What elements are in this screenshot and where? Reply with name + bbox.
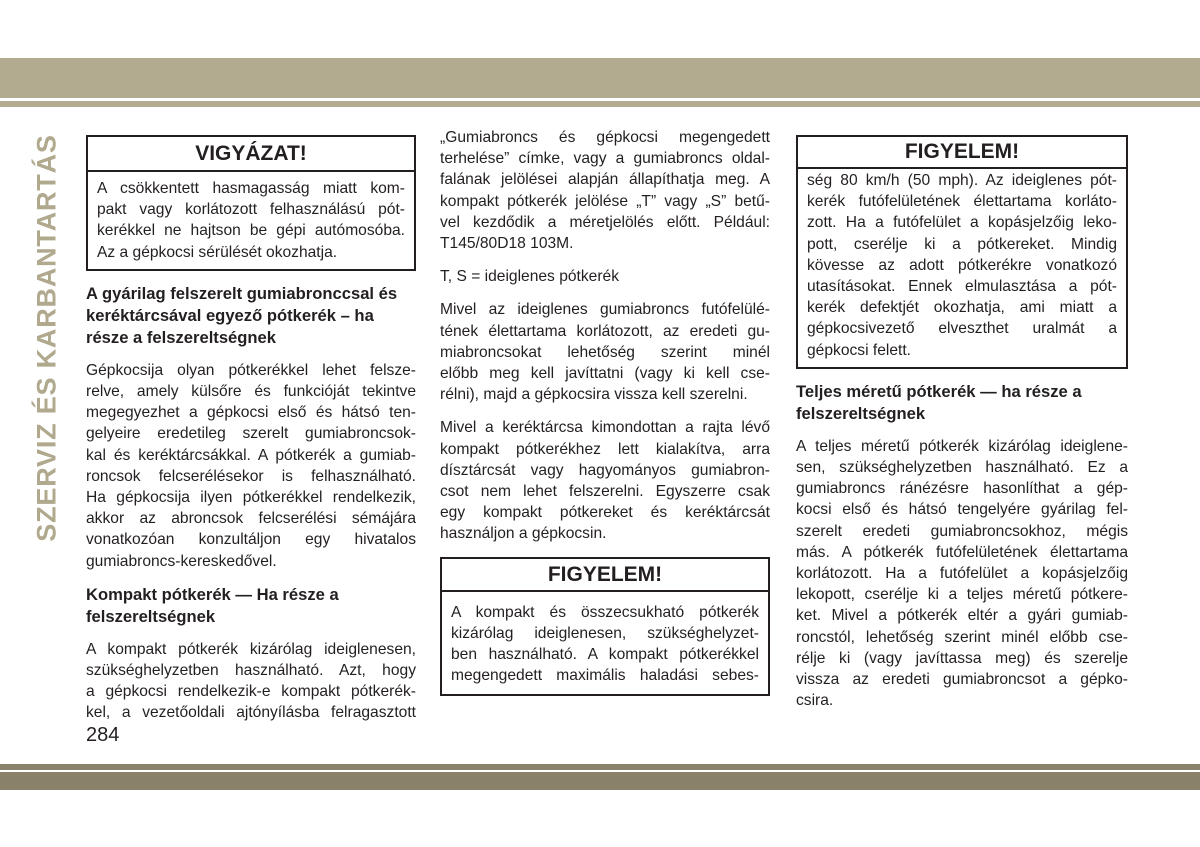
- paragraph-matching-spare: Gépkocsija olyan pótkerékkel lehet felsze- relve, amely külsőre és funkcióját tekintve megegyezhet a gépkocsi első és hátsó ten- gelyeire eredetileg szerelt gumiabroncsok- kal és keréktárcsákkal. A pótkerék a gumiab- roncsok felcserélésekor is felhasználható. Ha gépkocsija ilyen pótkerékkel rendelkezik, akkor az abroncsok felcserélési sémájára vonatkozóan konzultáljon egy hivatalos gumiabroncs-kereskedővel.: [86, 361, 416, 570]
- footer-rule: [0, 764, 1200, 770]
- section-side-title: SZERVIZ ÉS KARBANTARTÁS: [31, 134, 62, 542]
- paragraph-temporary-code: T, S = ideiglenes pótkerék: [440, 268, 620, 286]
- warning-body-right: [798, 169, 1126, 367]
- warning-text-right: ség 80 km/h (50 mph). Az ideiglenes pót- kerék futófelületének élettartama korláto- zott. Ha a futófelület a kopásjelzőig leko- pott, cserélje ki a pótkereket. Mindig kövesse az adott pótkerékre vonatkozó utasításokat. Ennek elmulasztása a pót- kerék defektjét okozhatja, ami miatt a gépkocsivezető elveszthet uralmát a gépkocsi felett.: [807, 172, 1117, 359]
- caution-box: [86, 135, 416, 271]
- heading-matching-spare: A gyárilag felszerelt gumiabronccsal és keréktárcsával egyező pótkerék – ha része a felszereltségnek: [86, 283, 398, 347]
- caution-body: [88, 172, 414, 269]
- warning-title-right: FIGYELEM!: [798, 137, 1126, 169]
- column-middle: [440, 127, 770, 696]
- heading-compact-spare: Kompakt pótkerék — Ha része a felszereltségnek: [86, 584, 339, 626]
- column-left: [86, 127, 416, 724]
- warning-title-middle: FIGYELEM!: [442, 559, 768, 592]
- paragraph-compact-spare: A kompakt pótkerék kizárólag ideiglenesen, szükséghelyzetben használható. Azt, hogy a gépkocsi rendelkezik-e kompakt pótkerék- kel, a vezetőoldali ajtónyílásba felragasztott: [86, 640, 416, 722]
- warning-box-right: [796, 135, 1128, 369]
- column-right: [796, 127, 1128, 711]
- warning-box-middle: [440, 557, 770, 697]
- header-band: [0, 58, 1200, 98]
- header-rule: [0, 101, 1200, 107]
- paragraph-tire-label: „Gumiabroncs és gépkocsi megengedett terhelése” címke, vagy a gumiabroncs oldal- falának jelölései alapján állapíthatja meg. A kompakt pótkerék jelölése „T” vagy „S” betű- vel kezdődik a méretjelölés előtt. Például: T145/80D18 103M.: [440, 129, 770, 253]
- paragraph-full-size-spare: A teljes méretű pótkerék kizárólag ideiglene- sen, szükséghelyzetben használható. Ez a gumiabroncs ránézésre hasonlíthat a gép- kocsi első és hátsó tengelyére gyárilag fel- szerelt eredeti gumiabroncsokhoz, mégis más. A pótkerék futófelületének élettartama korlátozott. Ha a futófelület a kopásjelzőig lekopott, cserélje ki a teljes méretű pótkere- ket. Mivel a pótkerék eltér a gyári gumiab- roncstól, lehetőség szerint minél előbb cse- rélje ki (vagy javíttassa meg) és szerelje vissza az eredeti gumiabroncsot a gépko- csira.: [796, 437, 1128, 710]
- warning-body-middle: [442, 592, 768, 695]
- caution-title: VIGYÁZAT!: [88, 137, 414, 172]
- heading-full-size-spare: Teljes méretű pótkerék — ha része a felszereltségnek: [796, 381, 1082, 423]
- caution-text: A csökkentett hasmagasság miatt kom- pakt vagy korlátozott felhasználású pót- kerékkel ne hajtson be gépi autómosóba. Az a gépkocsi sérülését okozhatja.: [97, 180, 405, 261]
- warning-text-middle: A kompakt és összecsukható pótkerék kizárólag ideiglenesen, szükséghelyzet- ben használható. A kompakt pótkerékkel megengedett maximális haladási sebes-: [451, 603, 759, 685]
- page-number: 284: [86, 724, 120, 746]
- paragraph-tread-life: Mivel az ideiglenes gumiabroncs futófelülé- tének élettartama korlátozott, az eredeti gu- miabroncsokat lehetőség szerint minél előbb meg kell javíttatni (vagy ki kell cse- rélni), majd a gépkocsira vissza kell szerelni.: [440, 301, 770, 404]
- paragraph-wheel-design: Mivel a keréktárcsa kimondottan a rajta lévő kompakt pótkerékhez lett kialakítva, arra dísztárcsát vagy hagyományos gumiabron- csot nem lehet felszerelni. Egyszerre csak egy kompakt pótkereket és keréktárcsát használjon a gépkocsin.: [440, 419, 770, 543]
- footer-band: [0, 772, 1200, 790]
